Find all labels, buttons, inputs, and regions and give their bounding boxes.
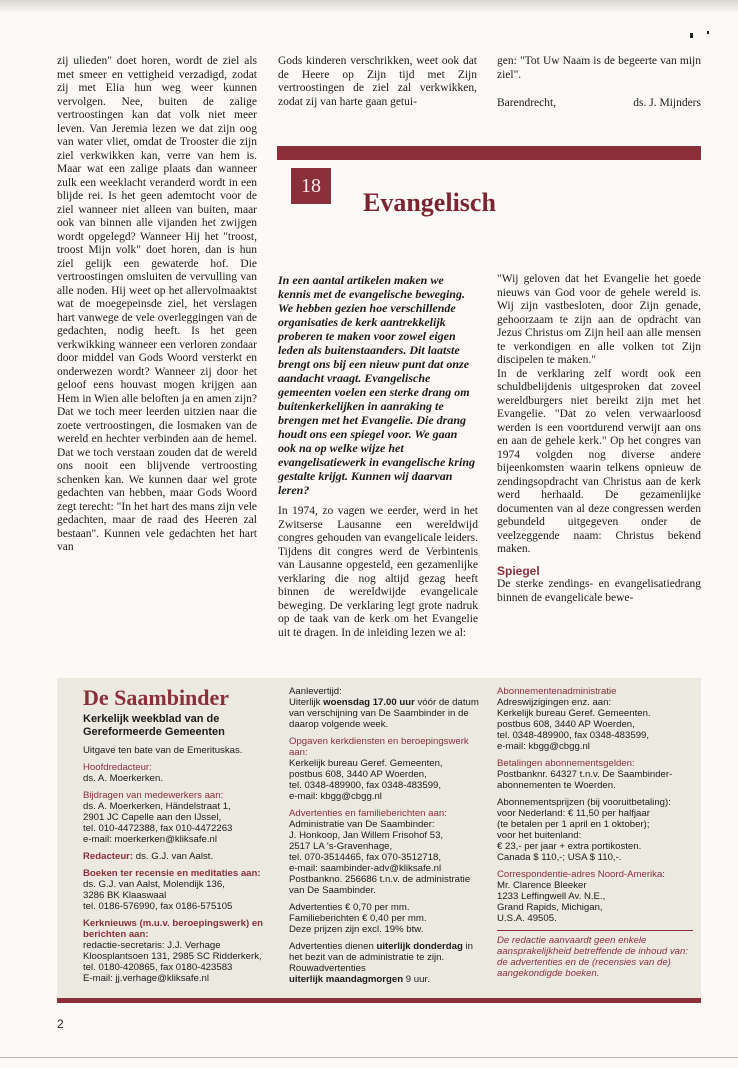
rouw-bold: uiterlijk maandagmorgen: [289, 974, 404, 985]
aanlevertijd-label: Aanlevertijd:: [289, 686, 342, 697]
redacteur-label: Redacteur:: [83, 851, 134, 862]
boeken-line: tel. 0186-576990, fax 0186-575105: [83, 901, 233, 912]
colophon-box: [57, 678, 701, 1003]
medewerkers-block: [83, 790, 279, 845]
abonnementen-line: e-mail: kbgg@cbgg.nl: [497, 741, 590, 752]
rouw-label: Rouwadvertenties: [289, 963, 366, 974]
medewerkers-label: Bijdragen van medewerkers aan:: [83, 790, 224, 801]
deadline-bold: uiterlijk donderdag: [376, 941, 463, 952]
prijzen-line: Familieberichten € 0,40 per mm.: [289, 913, 427, 924]
abonnementen-line: tel. 0348-489900, fax 0348-483599,: [497, 730, 650, 741]
prijs-block: [497, 797, 693, 863]
intro-text: In een aantal artikelen maken we kennis met de evangelische beweging. We hebben gezien hoe verschillende organisaties de kerk aantrekkelijk proberen te maken voor zowel eigen leden als buitenstaanders. Dit laatste brengt ons bij een nieuw punt dat onze aandacht vraagt. Evangelische gemeenten voelen een sterke drang om buitenkerkelijken in aanraking te brengen met het Evangelie. Die drang houdt ons een spiegel voor. We gaan ook na op welke wijze het evangelisatiewerk in evangelische kring gestalte krijgt. Kunnen wij daarvan leren?: [278, 273, 475, 497]
opgaven-line: Kerkelijk bureau Geref. Gemeenten,: [289, 758, 443, 769]
prijs-line: voor het buitenland:: [497, 830, 582, 841]
betalingen-label: Betalingen abonnementsgelden:: [497, 758, 635, 769]
meditation-text: zij ulieden" doet horen, wordt de ziel als met smeer en vettigheid verzadigd, zodat zij met Elia hun weg weer kunnen vervolgen. Nee, buiten de zalige vertroostingen kan dat volk niet meer leven. Van Jeremia lezen we dat zijn oog van water vliet, omdat de Trooster die zijn ziel verkwikken kan, verre van hem is. Maar wat een zalige plaats dan wanneer zulk een weeklacht veranderd wordt in een blijde rei. Is het geen ademtocht voor de ziel wanneer niet alleen van buiten, maar ook van binnen alle vijanden het zwijgen wordt opgelegd? Wanneer Hij het "troost, troost Mijn volk" doet horen, dan is hun ziel gelijk een gewaterde hof. Die vertroostingen omsluiten de vervulling van alle noden. Hij weet op het allervolmaaktst wat de moegepeinsde ziel, het verslagen hart vanwege de vele overleggingen van de gedachten, nodig heeft. Is het geen verkwikking wanneer een verloren zondaar door middel van Gods Woord versterkt en onderwezen wordt? Wanneer zij door het geloof eens houvast mogen krijgen aan Hem in Wien alle beloften ja en amen zijn? Dat we toch meer leerden uitzien naar die zoete vertroostingen, die losmaken van de wereld en hechter verbinden aan de hemel. Dat we toch verstaan zouden dat de wereld ons nooit een blijvende vertroosting schenken kan. We kunnen daar wel grote gedachten van hebben, maar Gods Woord zegt terecht: "In het hart des mans zijn vele gedachten, maar de raad des Heeren zal bestaan". Kunnen vele gedachten het hart van: [57, 55, 257, 553]
deadline-post: in het bezit van de administratie te zijn.: [289, 941, 473, 963]
scan-speck: [690, 33, 693, 38]
body-paragraph: "Wij geloven dat het Evangelie het goede nieuws van God voor de gehele wereld is. Wij zijn vastbesloten, door Zijn genade, gehoorzaam te zijn aan de opdracht van Jezus Christus om Zijn heil aan alle mensen te verkondigen en alle volken tot Zijn discipelen te maken.": [497, 273, 701, 366]
prijzen-block: [289, 902, 485, 935]
correspondentie-line: Mr. Clarence Bleeker: [497, 880, 587, 891]
opgaven-block: [289, 736, 485, 802]
hoofdredacteur-block: [83, 762, 279, 784]
kerknieuws-block: [83, 918, 279, 984]
correspondentie-label: Correspondentie-adres Noord-Amerika:: [497, 869, 665, 880]
colophon-column-3: [497, 686, 693, 985]
disclaimer: De redactie aanvaardt geen enkele aansprakelijkheid betreffende de inhoud van: de advertenties en de (recensies van de) aangekondigde boeken.: [497, 930, 693, 979]
correspondentie-line: 1233 Leffingwell Av. N.E.,: [497, 891, 606, 902]
abonnementen-line: Kerkelijk bureau Geref. Gemeenten.: [497, 708, 651, 719]
column-middle-top-text: [278, 55, 477, 109]
advertenties-line: Postbankno. 256686 t.n.v. de administratie van De Saambinder.: [289, 874, 471, 896]
correspondentie-line: U.S.A. 49505.: [497, 913, 557, 924]
signature: [497, 97, 701, 111]
kerknieuws-label: Kerknieuws (m.u.v. beroepingswerk) en berichten aan:: [83, 918, 264, 940]
aanlevertijd-deadline: woensdag 17.00 uur: [323, 697, 415, 708]
medewerkers-line: 2901 JC Capelle aan den IJssel,: [83, 812, 222, 823]
column-right-top-text: [497, 55, 701, 111]
colophon-column-2: [289, 686, 485, 991]
abonnementen-line: Adreswijzigingen enz. aan:: [497, 697, 612, 708]
correspondentie-block: [497, 869, 693, 924]
article-number: 18: [291, 168, 331, 204]
prijs-line: Abonnementsprijzen (bij vooruitbetaling):: [497, 797, 671, 808]
betalingen-line: Postbanknr. 64327 t.n.v. De Saambinder-: [497, 769, 673, 780]
article-body-middle: [278, 505, 478, 640]
prijs-line: (te betalen per 1 april en 1 oktober);: [497, 819, 650, 830]
body-paragraph: In de verklaring zelf wordt ook een schuldbelijdenis uitgesproken dat zoveel wereldburgers niet bereikt zijn met het Evangelie. "Dat zo velen verwaarloosd werden is een voortdurend verwijt aan ons en aan de gehele kerk." Op het congres van 1974 volgden nog diverse andere bijeenkomsten waarin telkens opnieuw de zendingsopdracht van Christus aan de kerk werd herhaald. De gezamenlijke documenten van al deze congressen werden gebundeld uitgegeven onder de veelzeggende naam: Christus bekend maken.: [497, 367, 701, 555]
correspondentie-line: Grand Rapids, Michigan,: [497, 902, 603, 913]
signature-author: ds. J. Mijnders: [633, 97, 701, 109]
advertenties-line: e-mail: saambinder-adv@kliksafe.nl: [289, 863, 442, 874]
opgaven-line: e-mail: kbgg@cbgg.nl: [289, 791, 382, 802]
colophon-subtitle: Kerkelijk weekblad van de Gereformeerde Gemeenten: [83, 713, 225, 738]
subheading: Spiegel: [497, 563, 540, 578]
abonnementen-block: [497, 686, 693, 752]
deadline-block: [289, 941, 485, 985]
abonnementen-line: postbus 608, 3440 AP Woerden,: [497, 719, 635, 730]
colophon-tagline: Uitgave ten bate van de Emerituskas.: [83, 745, 243, 756]
boeken-label: Boeken ter recensie en meditaties aan:: [83, 868, 261, 879]
boeken-line: ds. G.J. van Aalst, Molendijk 136,: [83, 879, 225, 890]
opgaven-line: postbus 608, 3440 AP Woerden,: [289, 769, 427, 780]
meditation-text-continued: Gods kinderen verschrikken, weet ook dat de Heere op Zijn tijd met Zijn vertroostingen de ziel zal verkwikken, zodat zij van harte gaan getui-: [278, 55, 477, 108]
article-intro: [278, 273, 478, 497]
colophon-column-1: [83, 686, 279, 990]
medewerkers-line: tel. 010-4472388, fax 010-4472263: [83, 823, 233, 834]
medewerkers-line: ds. A. Moerkerken, Händelstraat 1,: [83, 801, 231, 812]
medewerkers-line: e-mail: moerkerken@kliksafe.nl: [83, 834, 217, 845]
article-body-right: [497, 273, 701, 605]
hoofdredacteur-label: Hoofdredacteur:: [83, 762, 152, 773]
advertenties-block: [289, 808, 485, 896]
meditation-text-end: gen: "Tot Uw Naam is de begeerte van mijn ziel".: [497, 55, 701, 81]
prijs-line: voor Nederland: € 11,50 per halfjaar: [497, 808, 650, 819]
body-paragraph: De sterke zendings- en evangelisatiedrang binnen de evangelicale bewe-: [497, 578, 701, 604]
aanlevertijd-block: [289, 686, 485, 730]
scan-top-shadow: [0, 0, 738, 14]
kerknieuws-line: Kloosplantsoen 131, 2985 SC Ridderkerk,: [83, 951, 262, 962]
redacteur-block: [83, 851, 279, 862]
article-banner: [277, 146, 701, 222]
prijzen-line: Deze prijzen zijn excl. 19% btw.: [289, 924, 424, 935]
scan-speck: [707, 31, 709, 34]
column-left-text: [57, 55, 257, 555]
betalingen-line: abonnementen te Woerden.: [497, 780, 616, 791]
signature-place: Barendrecht,: [497, 97, 557, 109]
advertenties-label: Advertenties en familieberichten aan:: [289, 808, 447, 819]
redacteur-value: ds. G.J. van Aalst.: [135, 851, 214, 862]
hoofdredacteur-value: ds. A. Moerkerken.: [83, 773, 163, 784]
advertenties-line: J. Honkoop, Jan Willem Frisohof 53,: [289, 830, 444, 841]
scan-bottom-edge: [0, 1057, 738, 1058]
abonnementen-label: Abonnementenadministratie: [497, 686, 617, 697]
advertenties-line: Administratie van De Saambinder:: [289, 819, 435, 830]
kerknieuws-line: redactie-secretaris: J.J. Verhage: [83, 940, 221, 951]
prijs-line: Canada $ 110,-; USA $ 110,-.: [497, 852, 622, 863]
advertenties-line: tel. 070-3514465, fax 070-3512718,: [289, 852, 442, 863]
kerknieuws-line: tel. 0180-420865, fax 0180-423583: [83, 962, 233, 973]
prijzen-line: Advertenties € 0,70 per mm.: [289, 902, 410, 913]
boeken-line: 3286 BK Klaaswaal: [83, 890, 167, 901]
betalingen-block: [497, 758, 693, 791]
kerknieuws-line: E-mail: jj.verhage@kliksafe.nl: [83, 973, 209, 984]
aanlevertijd-pre: Uiterlijk: [289, 697, 321, 708]
banner-bar: [277, 146, 701, 160]
boeken-block: [83, 868, 279, 912]
advertenties-line: 2517 LA 's-Gravenhage,: [289, 841, 393, 852]
rouw-post: 9 uur.: [405, 974, 430, 985]
aanlevertijd-post: vóór de datum van verschijning van De Saambinder in de daarop volgende week.: [289, 697, 479, 730]
prijs-line: € 23,- per jaar + extra portikosten.: [497, 841, 642, 852]
saambinder-logo: De Saambinder: [83, 685, 230, 710]
opgaven-line: tel. 0348-489900, fax 0348-483599,: [289, 780, 442, 791]
article-title: Evangelisch: [363, 188, 496, 217]
page-number: 2: [57, 1017, 64, 1031]
opgaven-label: Opgaven kerkdiensten en beroepingswerk aan:: [289, 736, 469, 758]
body-paragraph: In 1974, zo vagen we eerder, werd in het Zwitserse Lausanne een wereldwijd congres gehouden van evangelicale leiders. Tijdens dit congres werd de Verbintenis van Lausanne opgesteld, een gezamenlijke verklaring die nog altijd gezag heeft binnen de wereldwijde evangelicale beweging. De verklaring legt grote nadruk op de taak van de kerk om het Evangelie uit te dragen. In de inleiding lezen we al:: [278, 505, 478, 639]
deadline-pre: Advertenties dienen: [289, 941, 374, 952]
